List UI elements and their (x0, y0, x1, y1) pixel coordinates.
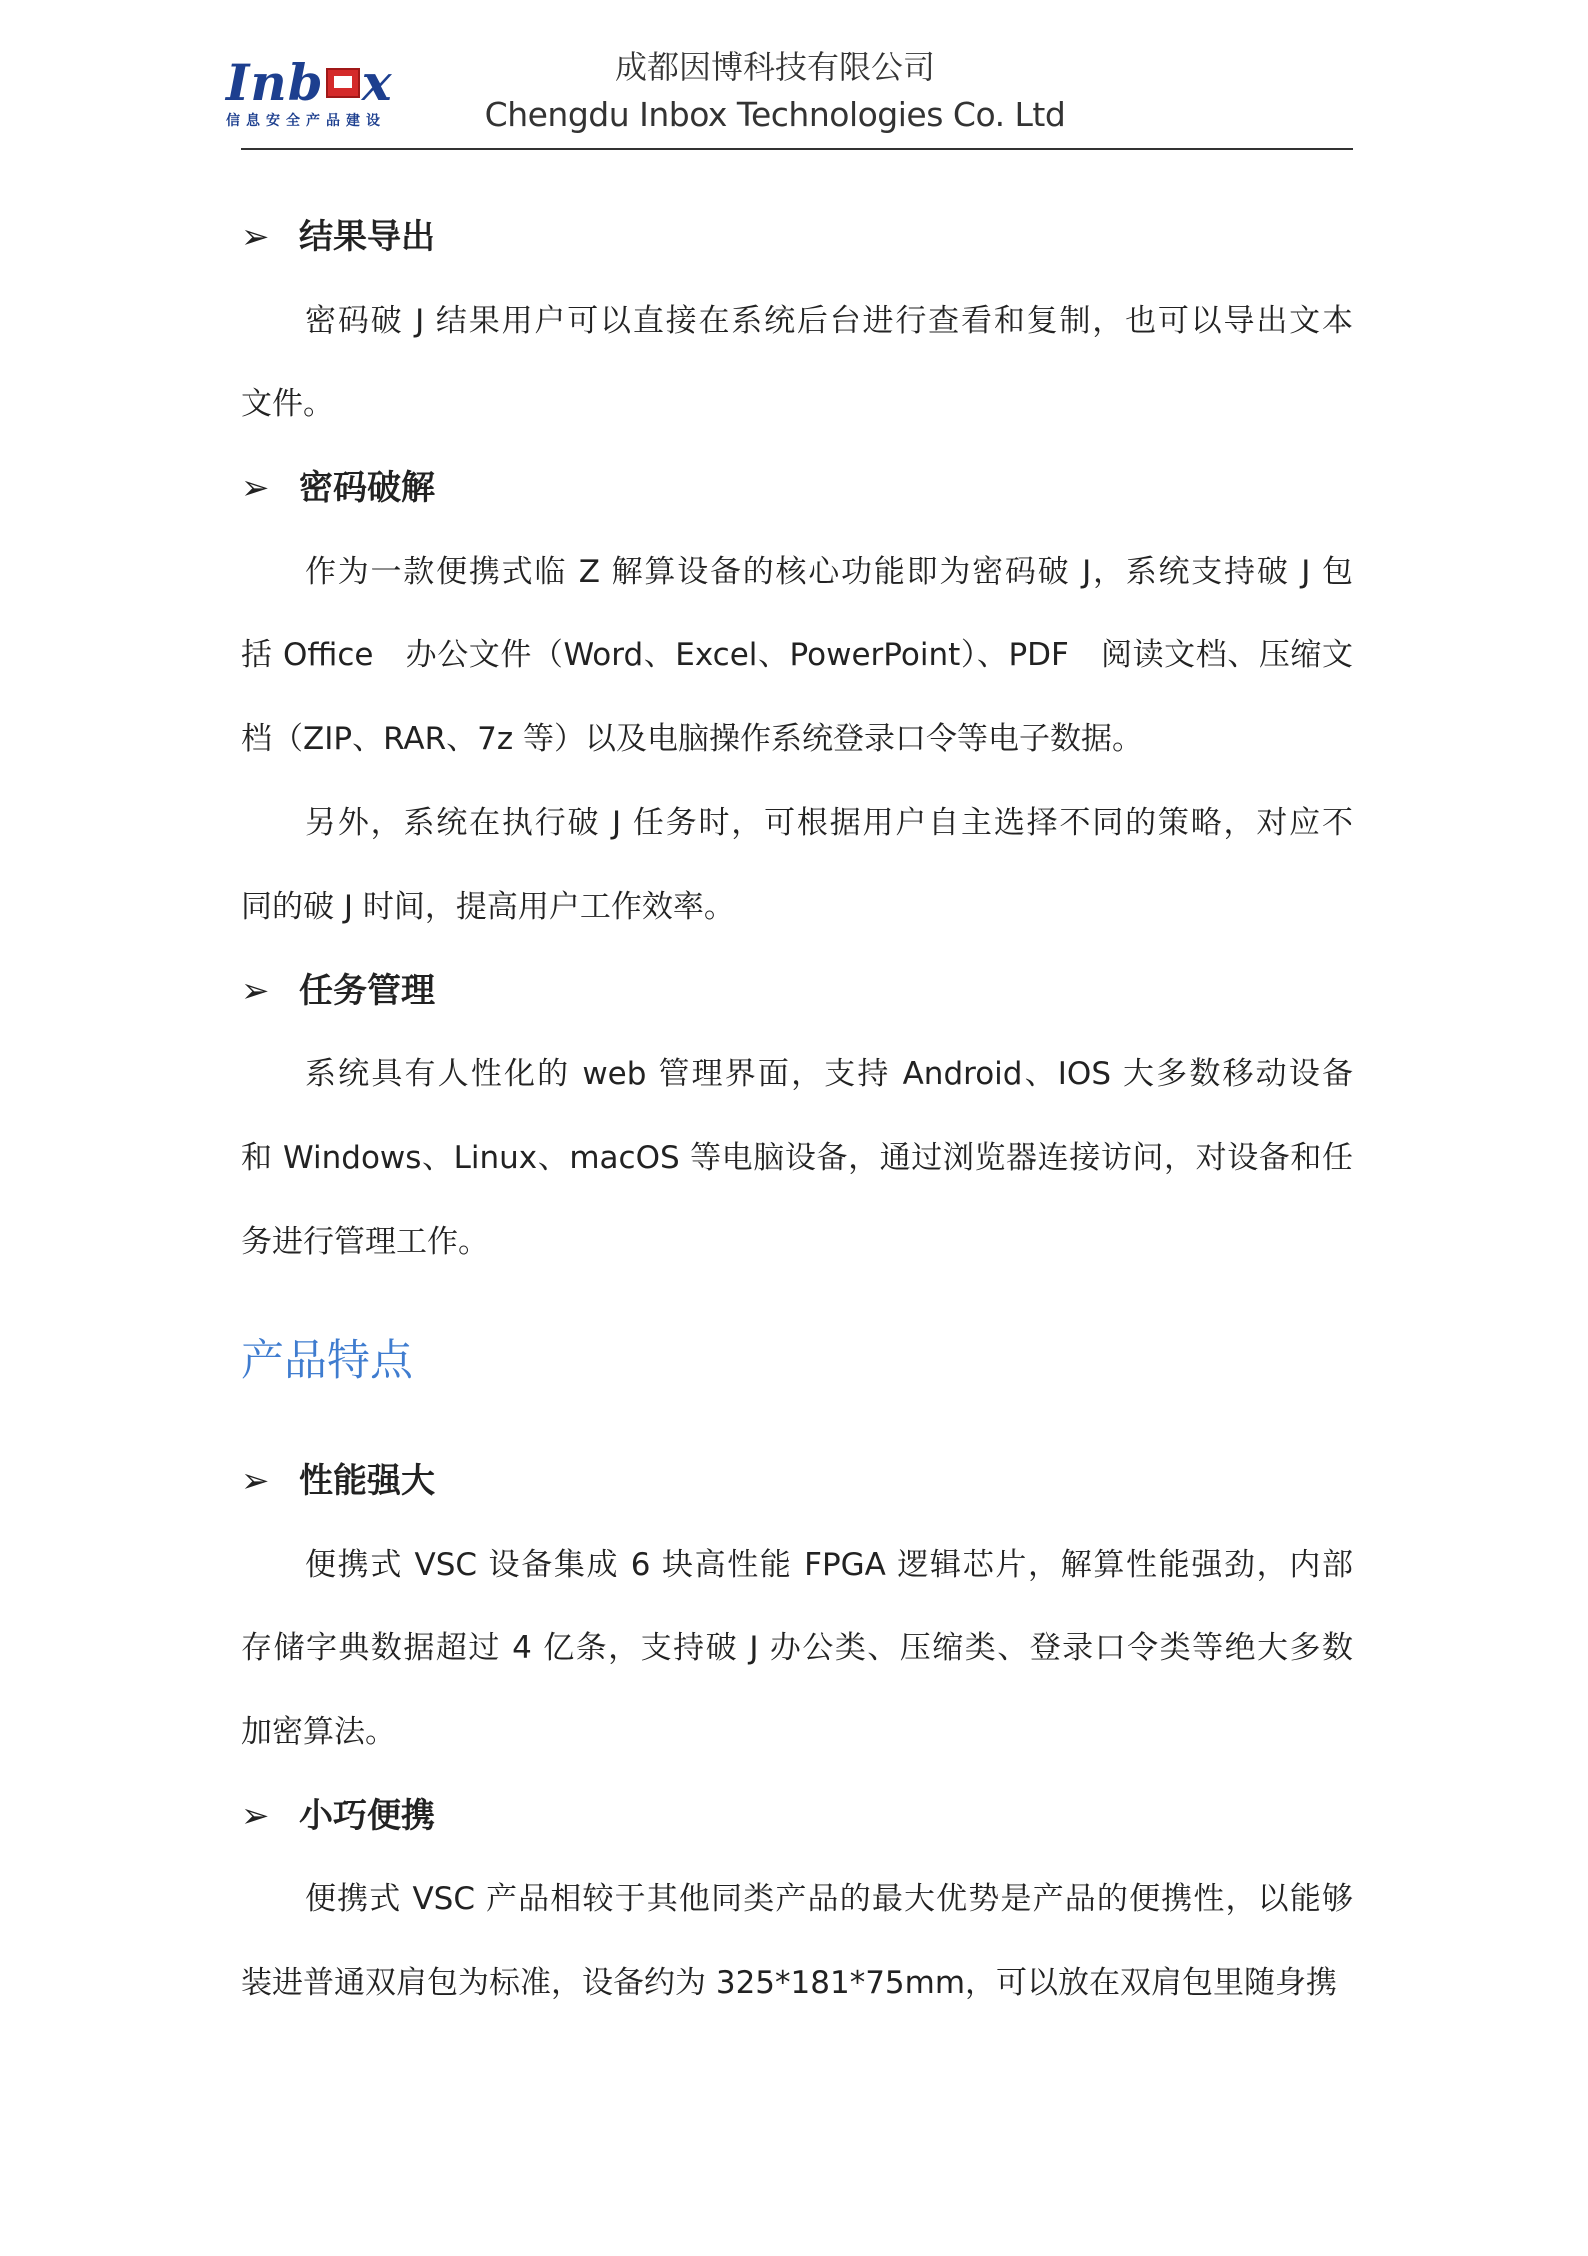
subheading-text: 小巧便携 (299, 1795, 435, 1836)
paragraph-line: 同的破 J 时间，提高用户工作效率。 (241, 888, 735, 925)
paragraph-line: 档（ZIP、RAR、7z 等）以及电脑操作系统登录口令等电子数据。 (241, 721, 1143, 758)
company-name-cn: 成都因博科技有限公司 (614, 48, 935, 86)
arrow-bullet-icon: ➢ (241, 1461, 270, 1501)
subheading (241, 1451, 435, 1511)
company-name-en: Chengdu Inbox Technologies Co. Ltd (484, 95, 1066, 134)
paragraph-line: 作为一款便携式临 Z 解算设备的核心功能即为密码破 J，系统支持破 J 包 (305, 553, 1353, 590)
subheading (241, 961, 435, 1021)
inbox-logo: Inb x 信息安全产品建设 (226, 58, 406, 138)
paragraph-line: 文件。 (241, 386, 334, 423)
paragraph-line: 务进行管理工作。 (241, 1223, 489, 1260)
section-title: 产品特点 (241, 1336, 413, 1386)
subheading (241, 207, 435, 267)
arrow-bullet-icon: ➢ (241, 217, 270, 257)
paragraph-line: 便携式 VSC 产品相较于其他同类产品的最大优势是产品的便携性，以能够 (305, 1881, 1353, 1918)
subheading (241, 1786, 435, 1846)
paragraph-line: 装进普通双肩包为标准，设备约为 325*181*75mm，可以放在双肩包里随身携 (241, 1965, 1338, 2002)
paragraph-line: 括 Office 办公文件（Word、Excel、PowerPoint）、PDF 阅读文档、压缩文 (241, 637, 1353, 674)
header-rule (241, 148, 1353, 150)
arrow-bullet-icon: ➢ (241, 970, 270, 1011)
paragraph-line: 便携式 VSC 设备集成 6 块高性能 FPGA 逻辑芯片，解算性能强劲，内部 (305, 1546, 1353, 1583)
arrow-bullet-icon: ➢ (241, 468, 270, 509)
logo-tagline: 信息安全产品建设 (226, 113, 386, 129)
subheading-text: 性能强大 (299, 1461, 435, 1501)
arrow-bullet-icon: ➢ (241, 1795, 270, 1836)
paragraph-line: 另外，系统在执行破 J 任务时，可根据用户自主选择不同的策略，对应不 (305, 805, 1353, 841)
paragraph-line: 系统具有人性化的 web 管理界面，支持 Android、IOS 大多数移动设备 (305, 1056, 1353, 1093)
subheading-text: 密码破解 (299, 468, 435, 509)
safe-icon (326, 68, 360, 98)
subheading-text: 任务管理 (299, 970, 435, 1011)
paragraph-line: 加密算法。 (241, 1714, 396, 1751)
subheading (241, 458, 435, 518)
paragraph-line: 密码破 J 结果用户可以直接在系统后台进行查看和复制，也可以导出文本 (305, 302, 1353, 339)
paragraph-line: 存储字典数据超过 4 亿条，支持破 J 办公类、压缩类、登录口令类等绝大多数 (241, 1630, 1353, 1667)
paragraph-line: 和 Windows、Linux、macOS 等电脑设备，通过浏览器连接访问，对设备和任 (241, 1139, 1353, 1176)
subheading-text: 结果导出 (299, 217, 435, 257)
